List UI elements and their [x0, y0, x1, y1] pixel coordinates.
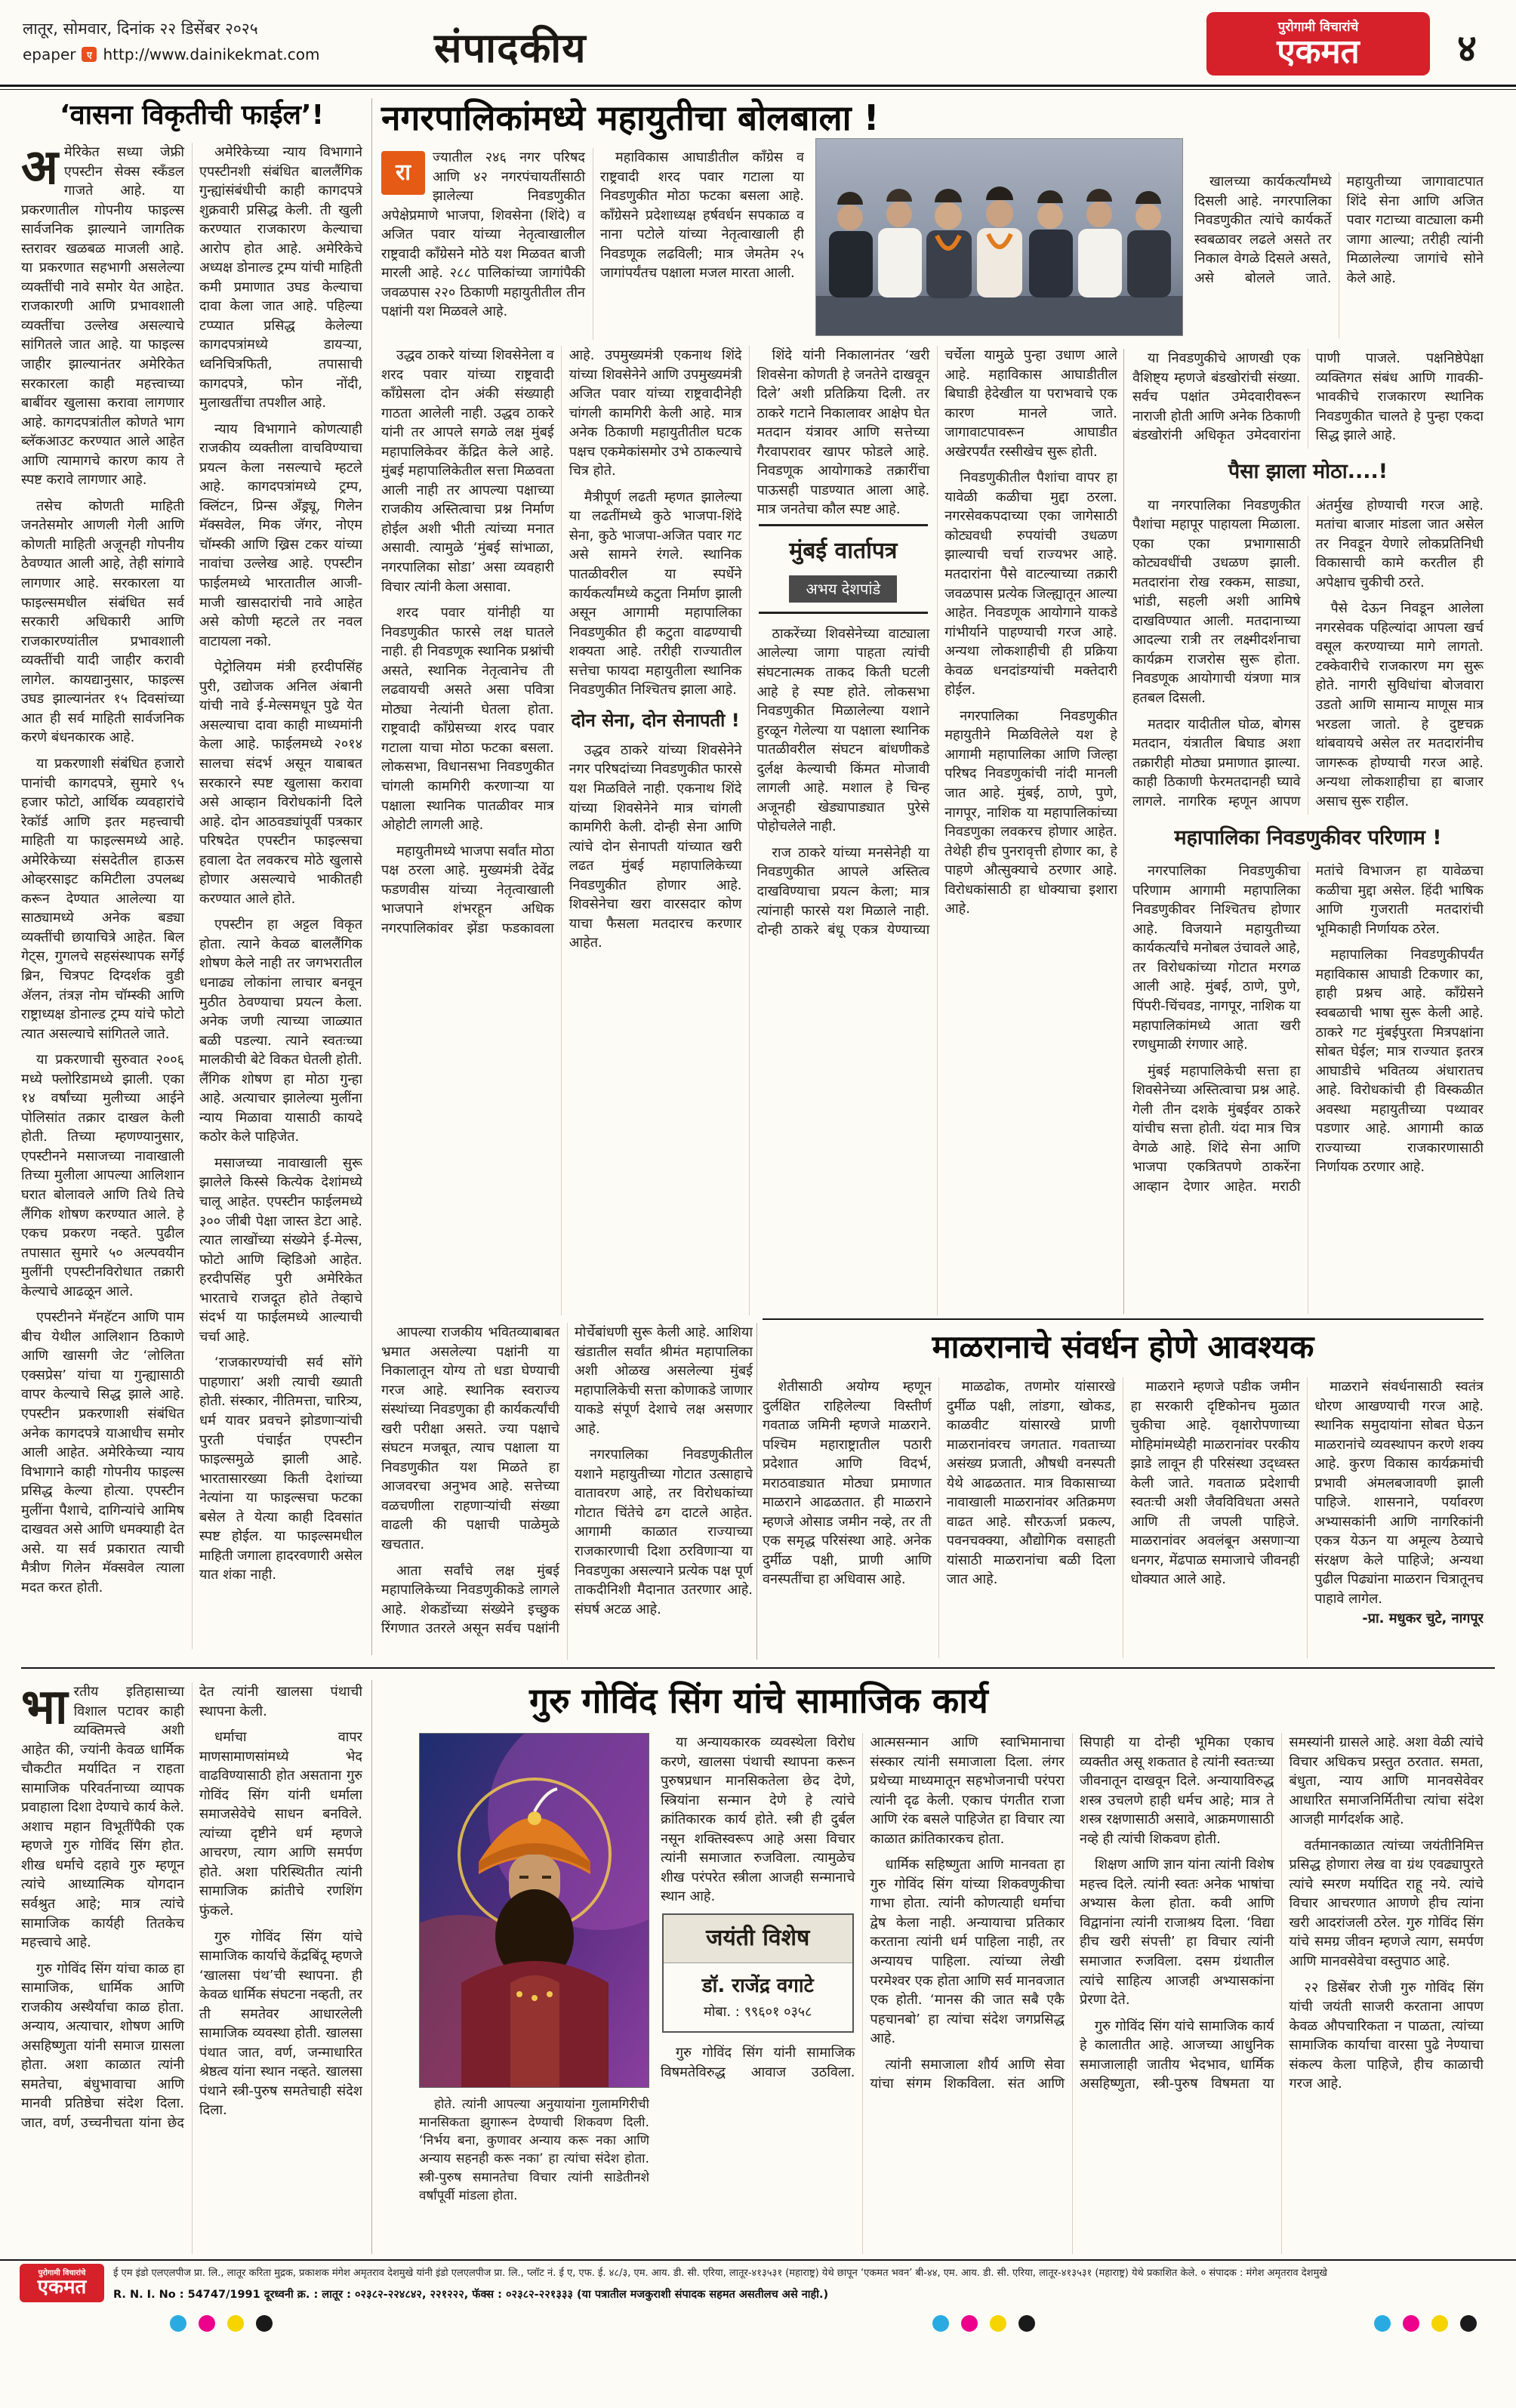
paragraph-list [661, 1733, 855, 1907]
article-headline-guru: गुरु गोविंद सिंग यांचे सामाजिक कार्य [529, 1680, 988, 1721]
registration-dots-left [170, 2315, 273, 2332]
jayanti-phone: मोबा. : ९९६०१ ०३५८ [703, 2004, 812, 2021]
paragraph: गुरु गोविंद सिंग यांनी सामाजिक विषमतेविरुद्ध आवाज उठविला. आत्मसन्मान आणि स्वाभिमानाचा संस्कार त्यांनी समाजाला दिला. लंगर प्रथेच्या माध्यमातून सहभोजनाची परंपरा त्यांनी दृढ केली. एकाच पंगतीत राजा आणि रंक बसले पाहिजेत हा विचार त्या काळात क्रांतिकारकच होता. [661, 1734, 1065, 2080]
paragraph: नगरपालिका निवडणुकीतील यशाने महायुतीच्या गोटात उत्साहाचे वातावरण आहे, तर विरोधकांच्या गोटात चिंतेचे ढग दाटले आहेत. आगामी काळात राज्याच्या राजकारणाची दिशा ठरविणाऱ्या या निवडणुका असल्याने प्रत्येक पक्ष पूर्ण ताकदीनिशी मैदानात उतरणार आहे. संघर्ष अटळ आहे. [575, 1447, 753, 1617]
paragraph: या अन्यायकारक व्यवस्थेला विरोध करणे, खालसा पंथाची स्थापना करून पुरुषप्रधान मानसिकतेला छेद देणे, स्त्रियांना सन्मान देणे हे त्यांचे क्रांतिकारक कार्य होते. स्त्री ही दुर्बल नसून शक्तिस्वरूप आहे असा विचार त्यांनी समाजात रुजविला. त्यामुळेच शीख परंपरेत स्त्रीला आजही सन्मानाचे स्थान आहे. [661, 1734, 855, 1905]
paragraph: अमेरिकेच्या न्याय विभागाने एपस्टीनशी संबंधित बाललैंगिक गुन्ह्यांसंबंधीची काही कागदपत्रे शुक्रवारी प्रसिद्ध केली. ती खुली करण्यात राजकारण केल्याचा आरोप होत आहे. अमेरिकेचे अध्यक्ष डोनाल्ड ट्रम्प यांची माहिती कमी प्रमाणात उघड केल्याचा दावा केला जात आहे. पहिल्या टप्प्यात प्रसिद्ध केलेल्या कागदपत्रांमध्ये डायऱ्या, ध्वनिचित्रफिती, तपासाची कागदपत्रे, फोन नोंदी, मुलाखतींचा तपशील आहे. [199, 144, 362, 412]
dropcap: अ [21, 143, 58, 196]
article-body-malran [763, 1377, 1484, 1658]
footer-masthead-logo: एकमत [37, 2276, 87, 2299]
registration-dots-right [1374, 2315, 1477, 2332]
jayanti-author: डॉ. राजेंद्र वगाटे [701, 1974, 814, 1997]
jayanti-kicker: जयंती विशेष [664, 1915, 852, 1963]
masthead [1206, 12, 1430, 76]
masthead-logo: एकमत [1277, 32, 1360, 71]
subhead-paisa: पैसा झाला मोठा....! [1228, 460, 1388, 484]
epaper-line [23, 45, 320, 63]
paragraph: मतदार यादीतील घोळ, बोगस मतदान, यंत्रातील बिघाड अशा तक्रारीही मोठ्या प्रमाणात झाल्या. काही ठिकाणी फेरमतदानही घ्यावे लागले. नागरिक म्हणून आपण अंतर्मुख होण्याची गरज आहे. मतांचा बाजार मांडला जात असेल तर निवडून येणारे लोकप्रतिनिधी विकासाची कामे करतील ही अपेक्षाच चुकीची ठरते. [1132, 497, 1484, 809]
paragraph: राज ठाकरे यांच्या मनसेनेही या निवडणुकीत आपले अस्तित्व दाखविण्याचा प्रयत्न केला; मात्र त्यांनाही फारसे यश मिळाले नाही. दोन्ही ठाकरे बंधू एकत्र येण्याच्या चर्चेला यामुळे पुन्हा उधाण आले आहे. महाविकास आघाडीतील बिघाडी हेदेखील या पराभवाचे एक कारण मानले जाते. जागावाटपावरून आघाडीत अखेरपर्यंत रस्सीखेच सुरू होती. [756, 347, 1117, 939]
politicians-photo [815, 138, 1183, 336]
column-divider [371, 1680, 372, 2254]
paragraph-list [1132, 496, 1484, 815]
paragraph: पैसे देऊन निवडून आलेला नगरसेवक पहिल्यांदा आपला खर्च वसूल करण्याच्या मागे लागतो. टक्केवारीचे राजकारण मग सुरू होते. नागरी सुविधांचा बोजवारा उडतो आणि सामान्य माणूस मात्र भरडला जातो. हे दुष्टचक्र थांबवायचे असेल तर मतदारांनीच जागरूक होण्याची गरज आहे. अन्यथा लोकशाहीचा हा बाजार असाच सुरू राहील. [1315, 600, 1484, 809]
paragraph: महायुतीमध्ये भाजपा सर्वांत मोठा पक्ष ठरला आहे. मुख्यमंत्री देवेंद्र फडणवीस यांच्या नेतृत्वाखाली भाजपाने शंभरहून अधिक नगरपालिकांवर झेंडा फडकावला आहे. उपमुख्यमंत्री एकनाथ शिंदे यांच्या शिवसेनेने आणि उपमुख्यमंत्री अजित पवार यांच्या राष्ट्रवादीनेही चांगली कामगिरी केली आहे. मात्र अनेक ठिकाणी महायुतीतील घटक पक्षच एकमेकांसमोर उभे ठाकल्याचे चित्र होते. [381, 347, 742, 936]
footer-rule [0, 2259, 1516, 2261]
paragraph: धर्माचा वापर माणसामाणसांमध्ये भेद वाढविण्यासाठी होत असताना गुरु गोविंद सिंग यांनी धर्माला समाजसेवेचे साधन बनविले. त्यांच्या दृष्टीने धर्म म्हणजे आचरण, त्याग आणि समर्पण होते. अशा परिस्थितीत त्यांनी सामाजिक क्रांतीचे रणशिंग फुंकले. [199, 1729, 362, 1919]
paragraph: या प्रकरणाची सुरुवात २००६ मध्ये फ्लोरिडामध्ये झाली. एका १४ वर्षांच्या मुलीच्या आईने पोलिसांत तक्रार दाखल केली होती. तिच्या म्हणण्यानुसार, एपस्टीनने मसाजच्या नावाखाली तिच्या मुलीला आपल्या आलिशान घरात बोलावले आणि तिथे तिचे लैंगिक शोषण करण्यात आले. हे एकच प्रकरण नव्हते. पुढील तपासात सुमारे ५० अल्पवयीन मुलींनी एपस्टीनविरोधात तक्रारी केल्याचे आढळून आले. [21, 1052, 184, 1300]
paragraph: आता सर्वांचे लक्ष मुंबई महापालिकेच्या निवडणुकीकडे लागले आहे. शेकडोंच्या संख्येने इच्छुक रिंगणात उतरले असून सर्वच पक्षांनी मोर्चेबांधणी सुरू केली आहे. आशिया खंडातील सर्वांत श्रीमंत महापालिका अशी ओळख असलेल्या मुंबई महापालिकेची सत्ता कोणाकडे जाणार याकडे संपूर्ण देशाचे लक्ष असणार आहे. [381, 1324, 753, 1637]
header-rule [0, 85, 1516, 87]
paragraph: शरद पवार यांनीही या निवडणुकीत फारसे लक्ष घातले नाही. ही निवडणूक स्थानिक प्रश्नांची असते, स्थानिक नेतृत्वानेच ती लढवायची असते असा पवित्रा मोठ्या नेत्यांनी घेतला होता. राष्ट्रवादी काँग्रेसच्या शरद पवार गटाला याचा मोठा फटका बसला. लोकसभा, विधानसभा निवडणुकीत चांगली कामगिरी करणाऱ्या या पक्षाला स्थानिक पातळीवर मात्र ओहोटी लागली आहे. [381, 605, 554, 834]
article-body-intro [381, 148, 804, 340]
column-divider [371, 98, 372, 1655]
article-body-continuation [381, 1323, 753, 1660]
jayanti-vishesh-box [662, 1913, 854, 2033]
paragraph: माळराने म्हणजे पडीक जमीन हा सरकारी दृष्टिकोनच मुळात चुकीचा आहे. वृक्षारोपणाच्या मोहिमांमध्येही माळरानांवर परकीय झाडे लावून ही परिसंस्था उद्ध्वस्त केली जाते. गवताळ प्रदेशाची स्वतःची अशी जैवविविधता असते आणि ती जपली पाहिजे. माळरानांवर अवलंबून असणाऱ्या धनगर, मेंढपाळ समाजाचे जीवनही धोक्यात आले आहे. [1130, 1379, 1300, 1588]
paragraph: २२ डिसेंबर रोजी गुरु गोविंद सिंग यांची जयंती साजरी करताना आपण केवळ औपचारिकता न पाळता, त्यांच्या सामाजिक कार्याचा वारसा पुढे नेण्याचा संकल्प केला पाहिजे, हीच काळाची गरज आहे. [1289, 1979, 1484, 2092]
registration-dot-black [256, 2315, 273, 2332]
paragraph: महाविकास आघाडीतील काँग्रेस व राष्ट्रवादी शरद पवार गटाला या निवडणुकीत मोठा फटका बसला आहे. काँग्रेसने प्रदेशाध्यक्ष हर्षवर्धन सपकाळ व नाना पटोले यांच्या नेतृत्वाखाली ही निवडणूक लढविली; मात्र जेमतेम २५ जागांपर्यंतच पक्षाला मजल मारता आली. [600, 150, 804, 282]
paragraph: तसेच कोणती माहिती जनतेसमोर आणली गेली आणि कोणती माहिती अजूनही गोपनीय ठेवण्यात आली आहे, तेही सांगावे लागणार आहे. सरकारला या फाइल्समधील संबंधित सर्व सरकारी अधिकारी आणि राजकारण्यांतील प्रभावशाली व्यक्तींची यादी जाहीर करावी लागेल. कायद्यानुसार, फाइल्स उघड झाल्यानंतर १५ दिवसांच्या आत ही सर्व माहिती सार्वजनिक करणे बंधनकारक आहे. [21, 498, 184, 746]
paragraph: शेतीसाठी अयोग्य म्हणून दुर्लक्षित राहिलेल्या विस्तीर्ण गवताळ जमिनी म्हणजे माळराने. पश्चिम महाराष्ट्रातील पठारी प्रदेशात आणि विदर्भ, मराठवाड्यात मोठ्या प्रमाणात माळराने आढळतात. ही माळराने म्हणजे ओसाड जमीन नव्हे, तर ती एक समृद्ध परिसंस्था आहे. अनेक दुर्मीळ पक्षी, प्राणी आणि वनस्पतींचा हा अधिवास आहे. [763, 1379, 932, 1588]
registration-dot-cyan [170, 2315, 186, 2332]
paragraph: मैत्रीपूर्ण लढती म्हणत झालेल्या या लढतींमध्ये कुठे भाजपा-शिंदे सेना, कुठे भाजपा-अजित पवार गट असे सामने रंगले. स्थानिक पातळीवरील या स्पर्धेने कार्यकर्त्यांमध्ये कटुता निर्माण झाली असून आगामी महापालिका निवडणुकीत ही कटुता वाढण्याची शक्यता आहे. तरीही राज्यातील सत्तेचा फायदा महायुतीला स्थानिक निवडणुकीत निश्चितच झाला आहे. [568, 489, 742, 698]
paragraph: गुरु गोविंद सिंग यांचा काळ हा सामाजिक, धार्मिक आणि राजकीय अस्थैर्याचा काळ होता. अन्याय, अत्याचार, शोषण आणि असहिष्णुता यांनी समाज ग्रासला होता. अशा काळात त्यांनी समतेचा, बंधुभावाचा आणि मानवी प्रतिष्ठेचा संदेश दिला. जात, वर्ण, उच्चनीचता यांना छेद देत त्यांनी खालसा पंथाची स्थापना केली. [21, 1684, 362, 2132]
paragraph: माळढोक, तणमोर यांसारखे दुर्मीळ पक्षी, लांडगा, खोकड, काळवीट यांसारखे प्राणी माळरानांवरच जगतात. गवताच्या असंख्य प्रजाती, औषधी वनस्पती येथे आढळतात. मात्र विकासाच्या नावाखाली माळरानांवर अतिक्रमण वाढत आहे. सौरऊर्जा प्रकल्प, पवनचक्क्या, औद्योगिक वसाहती यांसाठी माळरानांचा बळी दिला जात आहे. [946, 1379, 1116, 1588]
paragraph: निवडणुकीतील पैशांचा वापर हा यावेळी कळीचा मुद्दा ठरला. नगरसेवकपदाच्या एका जागेसाठी कोट्यवधी रुपयांची उधळण झाल्याची चर्चा राज्यभर आहे. मतदारांना पैसे वाटल्याच्या तक्रारी जवळपास प्रत्येक जिल्ह्यातून आल्या आहेत. निवडणूक आयोगाने याकडे गांभीर्याने पाहण्याची गरज आहे. अन्यथा लोकशाहीची ही प्रक्रिया केवळ धनदांडग्यांची मक्तेदारी होईल. [944, 470, 1117, 698]
paragraph: माळराने संवर्धनासाठी स्वतंत्र धोरण आखण्याची गरज आहे. स्थानिक समुदायांना सोबत घेऊन माळरानांचे व्यवस्थापन करणे शक्य आहे. कुरण विकास कार्यक्रमांची प्रभावी अंमलबजावणी झाली पाहिजे. शासनाने, पर्यावरण अभ्यासकांनी आणि नागरिकांनी एकत्र येऊन या अमूल्य ठेव्याचे संरक्षण केले पाहिजे; अन्यथा पुढील पिढ्यांना माळरान चित्रातूनच पाहावे लागेल. [1314, 1379, 1484, 1608]
registration-dot-yellow [1431, 2315, 1448, 2332]
paragraph: वर्तमानकाळात त्यांच्या जयंतीनिमित्त प्रसिद्ध होणारा लेख वा ग्रंथ एवढ्यापुरते त्यांचे स्मरण मर्यादित राहू नये. त्यांचे विचार आचरणात आणणे हीच त्यांना खरी आदरांजली ठरेल. गुरु गोविंद सिंग यांचे समग्र जीवन म्हणजे त्याग, समर्पण आणि मानवसेवेचा वस्तुपाठ आहे. [1289, 1837, 1484, 1970]
article-headline: ‘वासना विकृतीची फाईल’! [60, 100, 324, 131]
section-divider [21, 1667, 1495, 1669]
vartapatra-title: मुंबई वार्तापत्र [789, 537, 898, 564]
guru-article-below-image [419, 2095, 649, 2252]
epaper-url-link[interactable]: http://www.dainikekmat.com [103, 45, 320, 63]
article-body [21, 143, 362, 1649]
paragraph: खालच्या कार्यकर्त्यांमध्ये दिसली आहे. नगरपालिका निवडणुकीत त्यांचे कार्यकर्ते स्वबळावर लढले असते तर निकाल वेगळे दिसले असते, असे बोलले जाते. महायुतीच्या जागावाटपात शिंदे सेना आणि अजित पवार गटाच्या वाट्याला कमी जागा आल्या; तरीही त्यांनी मिळालेल्या जागांचे सोने केले आहे. [1194, 174, 1484, 286]
paragraph-list [419, 2095, 649, 2205]
paragraph: ‘राजकारण्यांची सर्व सोंगे पाहणारा’ अशी त्याची ख्याती होती. संस्कार, नीतिमत्ता, चारित्र्य, धर्म यावर प्रवचने झोडणाऱ्यांची पुरती पंचाईत एपस्टीन फाइल्समुळे झाली आहे. भारतासारख्या किती देशांच्या नेत्यांना या फाइल्सचा फटका बसेल ते येत्या काही दिवसांत स्पष्ट होईल. या फाइल्समधील माहिती जगाला हादरवणारी असेल यात शंका नाही. [199, 1355, 362, 1583]
header-rule-thin [0, 89, 1516, 90]
registration-dot-yellow [227, 2315, 244, 2332]
paragraph: महापालिका निवडणुकीपर्यंत महाविकास आघाडी टिकणार का, हाही प्रश्नच आहे. काँग्रेसने स्वबळाची भाषा सुरू केली आहे. ठाकरे गट मुंबईपुरता मित्रपक्षांना सोबत घेईल; मात्र राज्यात इतरत्र आघाडीचे भवितव्य अंधारातच आहे. विरोधकांची ही विस्कळीत अवस्था महायुतीच्या पथ्यावर पडणार आहे. आगामी काळ राज्याच्या राजकारणासाठी निर्णायक ठरणार आहे. [1315, 947, 1484, 1176]
guru-gobind-singh-portrait [419, 1733, 649, 2088]
article-headline-malran: माळरानाचे संवर्धन होणे आवश्यक [932, 1328, 1314, 1365]
lede-text: ज्यातील २४६ नगर परिषद आणि ४२ नगरपंचायतींसाठी झालेल्या निवडणुकीत अपेक्षेप्रमाणे भाजपा, शिवसेना (शिंदे) व अजित पवार यांच्या नेतृत्वाखालील राष्ट्रवादी काँग्रेसने मोठे यश मिळवत बाजी मारली आहे. २८८ पालिकांच्या जागांपैकी जवळपास २२० ठिकाणी महायुतीतील तीन पक्षांनी यश मिळवले आहे. [381, 150, 585, 320]
paragraph: या निवडणुकीचे आणखी एक वैशिष्ट्य म्हणजे बंडखोरांची संख्या. सर्वच पक्षांत उमेदवारीवरून नाराजी होती आणि अनेक ठिकाणी बंडखोरांनी अधिकृत उमेदवारांना पाणी पाजले. पक्षनिष्ठेपेक्षा व्यक्तिगत संबंध आणि गावकी-भावकीचे राजकारण स्थानिक निवडणुकीत चालते हे पुन्हा एकदा सिद्ध झाले आहे. [1132, 350, 1484, 444]
registration-dot-magenta [199, 2315, 215, 2332]
paragraph: या प्रकरणाशी संबंधित हजारो पानांची कागदपत्रे, सुमारे ९५ हजार फोटो, आर्थिक व्यवहारांचे रेकॉर्ड आणि इतर महत्त्वाची माहिती या फाइल्समध्ये आहे. अमेरिकेच्या संसदेतील हाऊस ओव्हरसाइट कमिटीला उपलब्ध करून देण्यात आलेल्या या साठ्यामध्ये अनेक बड्या व्यक्तींची छायाचित्रे आहेत. बिल गेट्स, गुगलचे सहसंस्थापक सर्गेई ब्रिन, चित्रपट दिग्दर्शक वुडी अ‍ॅलन, तंत्रज्ञ नोम चॉम्स्की आणि राष्ट्राध्यक्ष डोनाल्ड ट्रम्प यांचे फोटो त्यात असल्याचे सांगितले जाते. [21, 755, 184, 1042]
registration-dot-black [1460, 2315, 1477, 2332]
guru-article-main-body [661, 1733, 1484, 2254]
epaper-label: epaper [23, 45, 76, 63]
paragraph: उद्धव ठाकरे यांच्या शिवसेनेला व शरद पवार यांच्या राष्ट्रवादी काँग्रेसला दोन अंकी संख्याही गाठता आलेली नाही. उद्धव ठाकरे यांनी तर आपले सगळे लक्ष मुंबई महापालिकेवर केंद्रित केले आहे. मुंबई महापालिकेतील सत्ता मिळवता आली नाही तर आपल्या पक्षाच्या राजकीय अस्तित्वाचा प्रश्न निर्माण होईल अशी भीती त्यांच्या मनात असावी. त्यामुळे ‘मुंबई सांभाळा, नगरपालिका सोडा’ असा व्यवहारी विचार त्यांनी केला असावा. [381, 347, 554, 595]
vartapatra-author: अभय देशपांडे [789, 575, 897, 603]
paragraph: मसाजच्या नावाखाली सुरू झालेले किस्से कित्येक देशांमध्ये चालू आहेत. एपस्टीन फाईलमध्ये ३०० जीबी पेक्षा जास्त डेटा आहे. त्यात लाखोंच्या संख्येने ई-मेल्स, फोटो आणि व्हिडिओ आहेत. हरदीपसिंह पुरी अमेरिकेत भारताचे राजदूत होते तेव्हाचे संदर्भ या फाईलमध्ये आल्याची चर्चा आहे. [199, 1155, 362, 1345]
paragraph: एपस्टीन हा अट्टल विकृत होता. त्याने केवळ बाललैंगिक शोषण केले नाही तर जगभरातील धनाढ्य लोकांना लाचार बनवून मुठीत ठेवण्याचा प्रयत्न केला. अनेक जणी त्याच्या जाळ्यात बळी पडल्या. त्याने स्वतःच्या मालकीची बेटे विकत घेतली होती. लैंगिक शोषण हा मोठा गुन्हा आहे. अत्याचार झालेल्या मुलींना न्याय मिळावा यासाठी कायदे कठोर केले पाहिजेत. [199, 917, 362, 1145]
paragraph: न्याय विभागाने कोणत्याही राजकीय व्यक्तीला वाचविण्याचा प्रयत्न केला नसल्याचे म्हटले आहे. कागदपत्रांमध्ये ट्रम्प, क्लिंटन, प्रिन्स अँड्र्यू, गिलेन मॅक्सवेल, मिक जॅगर, नोएम चॉम्स्की आणि ख्रिस टकर यांच्या नावांचा उल्लेख आहे. एपस्टीन फाईलमध्ये भारतातील आजी-माजी खासदारांची नावे आहेत असे कोणी म्हटले तर नवल वाटायला नको. [199, 421, 362, 649]
masthead-tagline: पुरोगामी विचारांचे [1277, 20, 1359, 35]
footer-masthead [20, 2264, 104, 2302]
paragraph: त्यांनी समाजाला शौर्य आणि सेवा यांचा संगम शिकविला. संत आणि सिपाही या दोन्ही भूमिका एकाच व्यक्तीत असू शकतात हे त्यांनी स्वतःच्या जीवनातून दाखवून दिले. अन्यायाविरुद्ध शस्त्र उचलणे हाही धर्मच आहे; मात्र ते शस्त्र रक्षणासाठी असावे, आक्रमणासाठी नव्हे ही त्यांची शिकवण होती. [870, 1734, 1274, 2092]
paragraph: नगरपालिका निवडणुकीचा परिणाम आगामी महापालिका निवडणुकीवर निश्चितच होणार आहे. विजयाने महायुतीच्या कार्यकर्त्यांचे मनोबल उंचावले आहे, तर विरोधकांच्या गोटात मरगळ आली आहे. मुंबई, ठाणे, पुणे, पिंपरी-चिंचवड, नागपूर, नाशिक या महापालिकांमध्ये आता खरी रणधुमाळी रंगणार आहे. [1132, 863, 1301, 1053]
mumbai-vartapatra-box [759, 524, 929, 614]
registration-dots-center [932, 2315, 1035, 2332]
dropcap-box: रा [381, 151, 425, 195]
page-number: ४ [1457, 26, 1477, 70]
column-divider [756, 1323, 757, 1660]
registration-dot-magenta [961, 2315, 978, 2332]
epaper-icon: ए [82, 47, 97, 62]
guru-article-left-body [21, 1682, 362, 2254]
paragraph: गुरु गोविंद सिंग यांचे सामाजिक कार्य हे कालातीत आहे. आजच्या आधुनिक समाजालाही जातीय भेदभाव, धार्मिक असहिष्णुता, स्त्री-पुरुष विषमता या समस्यांनी ग्रासले आहे. अशा वेळी त्यांचे विचार अधिकच प्रस्तुत ठरतात. समता, बंधुता, न्याय आणि मानवसेवेवर आधारित समाजनिर्मितीचा त्यांचा संदेश आजही मार्गदर्शक आहे. [1080, 1734, 1484, 2092]
paragraph: शिंदे यांनी निकालानंतर ‘खरी शिवसेना कोणती हे जनतेने दाखवून दिले’ अशी प्रतिक्रिया दिली. तर ठाकरे गटाने निकालावर आक्षेप घेत मतदान यंत्रावर आणि सत्तेच्या गैरवापरावर खापर फोडले आहे. निवडणूक आयोगाकडे तक्रारींचा पाऊसही पाडण्यात आला आहे. मात्र जनतेचा कौल स्पष्ट आहे. [756, 347, 930, 518]
subhead-mahapalika: महापालिका निवडणुकीवर परिणाम ! [1174, 825, 1442, 849]
paragraph-list [1132, 862, 1484, 1196]
article-headline-mahayuti: नगरपालिकांमध्ये महायुतीचा बोलबाला ! [381, 97, 880, 138]
article-vasana-file [21, 95, 362, 1658]
section-divider [763, 1318, 1484, 1320]
paragraph-list [600, 148, 804, 283]
column-divider [1123, 349, 1124, 1314]
paragraph: आपल्या राजकीय भवितव्याबाबत भ्रमात असलेल्या पक्षांनी या निकालातून योग्य तो धडा घेण्याची गरज आहे. स्थानिक स्वराज्य संस्थांच्या निवडणुका ही कार्यकर्त्यांची खरी परीक्षा असते. ज्या पक्षाचे संघटन मजबूत, त्याच पक्षाला या निवडणुकीत यश मिळते हा आजवरचा अनुभव आहे. सत्तेच्या वळचणीला राहणाऱ्यांची संख्या वाढली की पक्षाची पाळेमुळे खचतात. [381, 1324, 559, 1553]
lede-text: रतीय इतिहासाच्या विशाल पटावर काही व्यक्तिमत्त्वे अशी आहेत की, ज्यांनी केवळ धार्मिक चौकटीत मर्यादित न राहता सामाजिक परिवर्तनाच्या व्यापक प्रवाहाला दिशा देण्याचे कार्य केले. अशाच महान विभूतींपैकी एक म्हणजे गुरु गोविंद सिंग होत. शीख धर्माचे दहावे गुरु म्हणून त्यांचे आध्यात्मिक योगदान सर्वश्रुत आहे; मात्र त्यांचे सामाजिक कार्यही तितकेच महत्त्वाचे आहे. [21, 1684, 184, 1951]
paragraph: नगरपालिका निवडणुकीत महायुतीने मिळविलेले यश हे आगामी महापालिका आणि जिल्हा परिषद निवडणुकांची नांदी मानली जात आहे. मुंबई, ठाणे, पुणे, नागपूर, नाशिक या महापालिकांच्या निवडणुका लवकरच होणार आहेत. तेथेही हीच पुनरावृत्ती होणार का, हे पाहणे औत्सुक्याचे ठरणार आहे. विरोधकांसाठी हा धोक्याचा इशारा आहे. [944, 708, 1117, 917]
paragraph: पेट्रोलियम मंत्री हरदीपसिंह पुरी, उद्योजक अनिल अंबानी यांची नावे ई-मेल्समधून पुढे येत असल्याचा दावा काही माध्यमांनी केला आहे. फाईलमध्ये २०१४ सालचा संदर्भ असून याबाबत सरकारने स्पष्ट खुलासा करावा असे आव्हान विरोधकांनी दिले आहे. दोन आठवड्यांपूर्वी पत्रकार परिषदेत एपस्टीन फाइल्सचा हवाला देत लवकरच मोठे खुलासे होणार असल्याचे भाकीतही करण्यात आले होते. [199, 659, 362, 907]
paragraph: एपस्टीनने मॅनहॅटन आणि पाम बीच येथील आलिशान ठिकाणे आणि खासगी जेट ‘लोलिता एक्सप्रेस’ यांचा या गुन्ह्यासाठी वापर केल्याचे सिद्ध झाले आहे. एपस्टीन प्रकरणाशी संबंधित अनेक कागदपत्रे याआधीच समोर आली आहेत. अमेरिकेच्या न्याय विभागाने काही गोपनीय फाइल्स प्रसिद्ध केल्या होत्या. एपस्टीन मुलींना पैशाचे, दागिन्यांचे आमिष दाखवत असे आणि धमक्याही देत असे. या सर्व प्रकारात त्याची मैत्रीण गिलेन मॅक्सवेल त्याला मदत करत होती. [21, 1309, 184, 1596]
dropcap: भा [21, 1682, 68, 1735]
paragraph-list [381, 1323, 753, 1639]
footer-masthead-tagline: पुरोगामी विचारांचे [38, 2269, 86, 2277]
rni-line: R. N. I. No : 54747/1991 दूरध्वनी क्र. : लातूर : ०२३८२-२२४८४२, २२१२२२, फॅक्स : ०२३८२-२२१३३३ (या पत्रातील मजकुराशी संपादक सहमत असतीलच असे नाही.) [113, 2289, 829, 2301]
registration-dot-cyan [932, 2315, 949, 2332]
paragraph: या नगरपालिका निवडणुकीत पैशांचा महापूर पाहायला मिळाला. एका एका प्रभागासाठी कोट्यवधींची उधळण झाली. मतदारांना रोख रक्कम, साड्या, भांडी, सहली अशी आमिषे दाखविण्यात आली. मतदानाच्या आदल्या रात्री तर लक्ष्मीदर्शनाचा कार्यक्रम राजरोस सुरू होता. निवडणूक आयोगाची यंत्रणा मात्र हतबल दिसली. [1132, 497, 1301, 707]
registration-dot-cyan [1374, 2315, 1391, 2332]
paragraph-list [1132, 349, 1484, 449]
dateline: लातूर, सोमवार, दिनांक २२ डिसेंबर २०२५ [23, 20, 258, 38]
paragraph: होते. त्यांनी आपल्या अनुयायांना गुलामगिरीची मानसिकता झुगारून देण्याची शिकवण दिली. ‘निर्भय बना, कुणावर अन्याय करू नका आणि अन्याय सहनही करू नका’ हा त्यांचा संदेश होता. स्त्री-पुरुष समानतेचा विचार त्यांनी साडेतीनशे वर्षांपूर्वी मांडला होता. [419, 2097, 649, 2203]
registration-dot-black [1018, 2315, 1035, 2332]
paragraph: गुरु गोविंद सिंग यांचे सामाजिक कार्याचे केंद्रबिंदू म्हणजे ‘खालसा पंथ’ची स्थापना. ही केवळ धार्मिक संघटना नव्हती, तर ती समतेवर आधारलेली सामाजिक व्यवस्था होती. खालसा पंथात जात, वर्ण, जन्माधारित श्रेष्ठत्व यांना स्थान नव्हते. खालसा पंथाने स्त्री-पुरुष समतेचाही संदेश दिला. [199, 1929, 362, 2119]
article-body-main [381, 346, 1117, 1315]
paragraph: शिक्षण आणि ज्ञान यांना त्यांनी विशेष महत्त्व दिले. त्यांनी स्वतः अनेक भाषांचा अभ्यास केला होता. कवी आणि विद्वानांना त्यांनी राजाश्रय दिला. ‘विद्या हीच खरी संपत्ती’ हा विचार त्यांनी समाजात रुजविला. दसम ग्रंथातील त्यांचे साहित्य आजही अभ्यासकांना प्रेरणा देते. [1080, 1857, 1274, 2009]
paragraph: उद्धव ठाकरे यांच्या शिवसेनेने नगर परिषदांच्या निवडणुकीत फारसे यश मिळविले नाही. एकनाथ शिंदे यांच्या शिवसेनेने मात्र चांगली कामगिरी केली. दोन्ही सेना आणि त्यांचे दोन सेनापती यांच्यात खरी लढत मुंबई महापालिकेच्या निवडणुकीत होणार आहे. शिवसेनेचा खरा वारसदार कोण याचा फैसला मतदारच करणार आहेत. [568, 742, 742, 951]
paragraph: धार्मिक सहिष्णुता आणि मानवता हा गुरु गोविंद सिंग यांच्या शिकवणुकीचा गाभा होता. त्यांनी कोणत्याही धर्माचा द्वेष केला नाही. अन्यायाचा प्रतिकार करताना त्यांनी धर्म पाहिला नाही, तर अन्यायच पाहिला. त्यांच्या लेखी परमेश्वर एक होता आणि सर्व मानवजात एक होती. ‘मानस की जात सबै एकै पहचानबो’ हा त्यांचा संदेश जगप्रसिद्ध आहे. [870, 1857, 1065, 2047]
paragraph: मुंबई महापालिकेची सत्ता हा शिवसेनेच्या अस्तित्वाचा प्रश्न आहे. गेली तीन दशके मुंबईवर ठाकरे यांचीच सत्ता होती. यंदा मात्र चित्र वेगळे आहे. शिंदे सेना आणि भाजपा एकत्रितपणे ठाकरेंना आव्हान देणार आहेत. मराठी मतांचे विभाजन हा यावेळचा कळीचा मुद्दा असेल. हिंदी भाषिक आणि गुजराती मतदारांची भूमिकाही निर्णायक ठरेल. [1132, 863, 1484, 1195]
subhead-don-sena: दोन सेना, दोन सेनापती ! [571, 709, 740, 731]
registration-dot-yellow [990, 2315, 1006, 2332]
paragraph: ठाकरेंच्या शिवसेनेच्या वाट्याला आलेल्या जागा पाहता त्यांची संघटनात्मक ताकद किती घटली आहे हे स्पष्ट होते. लोकसभा निवडणुकीत मिळालेल्या यशाने हुरळून गेलेल्या या पक्षाला स्थानिक पातळीवरील संघटन बांधणीकडे दुर्लक्ष केल्याची किंमत मोजावी लागली आहे. मशाल हे चिन्ह अजूनही खेड्यापाड्यात पुरेसे पोहोचलेले नाही. [756, 625, 930, 835]
paragraph-list [763, 1377, 1484, 1628]
registration-dot-magenta [1403, 2315, 1419, 2332]
right-analysis-intro [1194, 172, 1484, 338]
paragraph-list [1194, 172, 1484, 291]
section-title: संपादकीय [434, 24, 587, 72]
right-analysis-main [1132, 349, 1484, 1314]
lede-text: मेरिकेत सध्या जेफ्री एपस्टीन सेक्स स्कँडल गाजते आहे. या प्रकरणातील गोपनीय फाइल्स सार्वजनिक झाल्याने जागतिक स्तरावर खळबळ माजली आहे. या प्रकरणात सहभागी असलेल्या व्यक्तींची नावे समोर येत आहेत. राजकारणी आणि प्रभावशाली व्यक्तींचा उल्लेख असल्याचे सांगितले जात आहे. या फाइल्स जाहीर झाल्यानंतर अमेरिकेत सरकारला काही महत्त्वाच्या बाबींवर खुलासा करावा लागणार आहे. कागदपत्रांतील कोणते भाग ब्लॅकआउट करण्यात आले आहेत आणि त्यामागचे कारण काय ते स्पष्ट करावे लागणार आहे. [21, 144, 184, 489]
guru-portrait-graphic [420, 1734, 649, 2088]
imprint-line: ई एम इंडो एलएलपीज प्रा. लि., लातूर करिता मुद्रक, प्रकाशक मंगेश अमृतराव देशमुखे यांनी इंडो एलएलपीज प्रा. लि., प्लॉट नं. ई ए, एफ. ई. ४८/३, एम. आय. डी. सी. एरिया, लातूर-४१३५३१ (महाराष्ट्र) येथे छापून ‘एकमत भवन’ बी-४४, एम. आय. डी. सी. एरिया, लातूर-४१३५३१ (महाराष्ट्र) येथे प्रकाशित केले. ० संपादक : मंगेश अमृतराव देशमुखे [113, 2268, 1327, 2279]
politicians-photo-graphic [816, 139, 1183, 336]
article-byline: -प्रा. मधुकर चुटे, नागपूर [1362, 1610, 1484, 1626]
